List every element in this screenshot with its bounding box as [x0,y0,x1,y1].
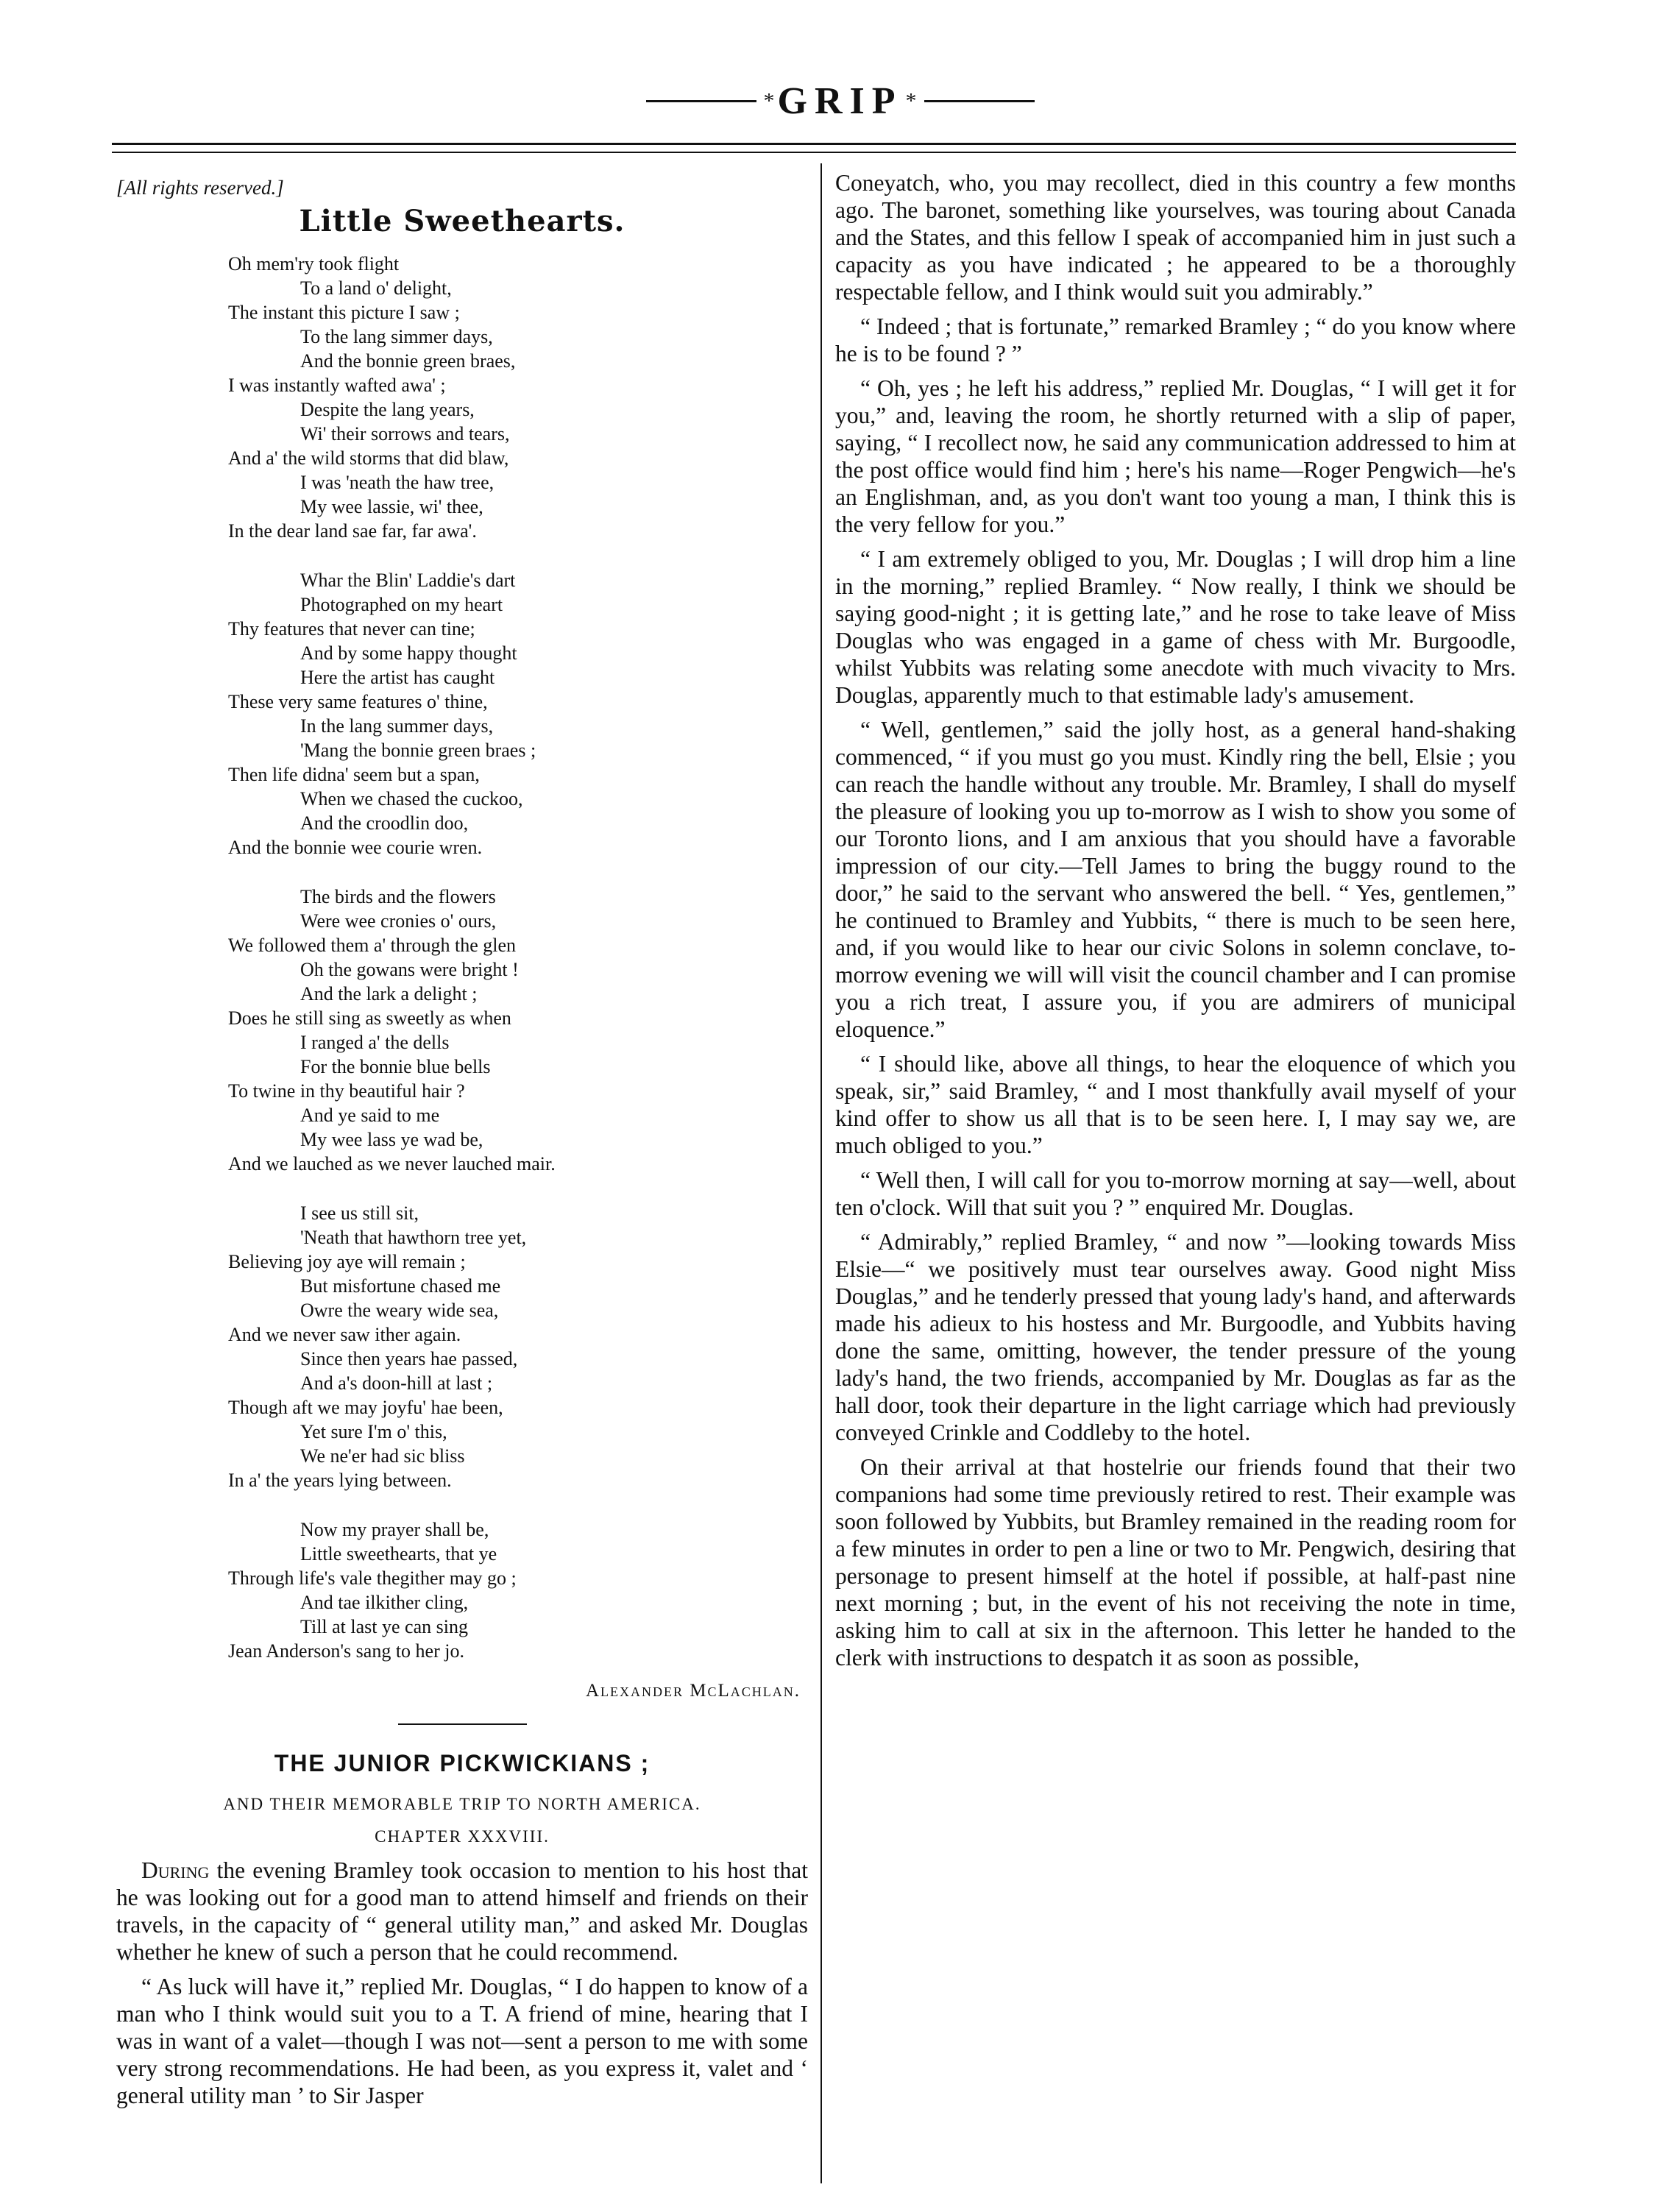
poem-line: In a' the years lying between. [228,1470,452,1491]
poem-line: Yet sure I'm o' this, [300,1421,447,1442]
masthead [0,79,1680,123]
poem-line: I was instantly wafted awa' ; [228,375,446,396]
story-paragraph: “ Admirably,” replied Bramley, “ and now ”—looking towards Miss Elsie—“ we positively must tear ourselves away. Good night Miss Douglas,” and he tenderly pressed that young lady's hand, and afterwards made his adieux to his hostess and Mr. Burgoodle, and Yubbits having done the same, omitting, however, the tender pressure of the young lady's hand, the two friends, accompanied by Mr. Douglas as far as the hall door, took their departure in the light carriage which had previously conveyed Crinkle and Coddleby to the hotel. [835,1229,1516,1445]
poem-line: To a land o' delight, [300,277,452,299]
story-paragraph [116,1857,808,1966]
poem-line: And the croodlin doo, [300,812,469,834]
poem-stanza [116,1517,808,1663]
poem-line: The birds and the flowers [300,886,496,907]
poem-line: I was 'neath the haw tree, [300,472,495,493]
chapter-heading: CHAPTER XXXVIII. [375,1827,550,1846]
story-text-right [835,169,1516,1671]
poem-line: Despite the lang years, [300,399,475,420]
story-paragraph [116,1973,808,2109]
poem-line: I ranged a' the dells [300,1032,450,1053]
poem-line: Does he still sing as sweetly as when [228,1007,511,1029]
story-text-left [116,1857,808,2109]
poem-line: And we never saw ither again. [228,1324,461,1345]
story-title: THE JUNIOR PICKWICKIANS ; [274,1750,651,1776]
poem-stanza [116,1201,808,1492]
poem-line: Thy features that never can tine; [228,618,475,639]
poem-line: I see us still sit, [300,1202,419,1224]
paragraph-lead-word: During [141,1857,210,1883]
header-rule [112,152,1516,153]
poem-line: Wi' their sorrows and tears, [300,423,510,444]
poem-line: Till at last ye can sing [300,1616,468,1637]
poem-stanza [116,252,808,543]
story-paragraph: “ I should like, above all things, to hear the eloquence of which you speak, sir,” said Bramley, “ and I most thankfully avail myself of your kind offer to show us all that is to be seen here. I, I may say we, are much obliged to you.” [835,1051,1516,1158]
poem-line: In the lang summer days, [300,715,494,737]
poem-line: Little sweethearts, that ye [300,1543,497,1565]
header-rule [112,143,1516,145]
poem-line: Photographed on my heart [300,594,503,615]
poem-line: And a's doon-hill at last ; [300,1372,493,1394]
right-column [835,169,1516,1679]
story-paragraph: “ Well, gentlemen,” said the jolly host, as a general hand-shaking commenced, “ if you must go you must. Kindly ring the bell, Elsie ; you can reach the handle without any trouble. Mr. Bramley, I shall do myself the pleasure of looking you up to-morrow as I wish to show you some of our Toronto lions, and I am anxious that you should have a favorable impression of our city.—Tell James to bring the buggy round to the door,” he said to the servant who answered the bell. “ Yes, gentlemen,” he continued to Bramley and Yubbits, “ there is much to be seen here, and, if you would like to hear our civic Solons in solemn conclave, to-morrow evening we will will visit the council chamber and I can promise you a rich treat, I assure you, if you are admirers of municipal eloquence.” [835,717,1516,1042]
poem-line: We followed them a' through the glen [228,935,517,956]
masthead-star-left: * [763,88,775,113]
story-paragraph: Coneyatch, who, you may recollect, died in this country a few months ago. The baronet, something like yourselves, was touring about Canada and the States, and this fellow I speak of accompanied him in just such a capacity as you have indicated ; he appeared to be a thoroughly respectable fellow, and I think would suit you admirably.” [835,170,1516,305]
poem-line: For the bonnie blue bells [300,1056,491,1077]
poem-line: These very same features o' thine, [228,691,488,712]
poem-line: To twine in thy beautiful hair ? [228,1080,465,1102]
poem-line: And the lark a delight ; [300,983,478,1004]
poem-stanza [116,568,808,860]
poem-line: And tae ilkither cling, [300,1592,469,1613]
poem-author: Alexander McLachlan. [585,1681,801,1701]
poem-line: Believing joy aye will remain ; [228,1251,466,1272]
poem-line: My wee lass ye wad be, [300,1129,483,1150]
poem-line: And ye said to me [300,1105,440,1126]
masthead-rule-left [646,100,756,102]
poem-line: Were wee cronies o' ours, [300,910,497,932]
poem-line: Jean Anderson's sang to her jo. [228,1640,464,1662]
poem-line: Owre the weary wide sea, [300,1300,499,1321]
story-paragraph: “ Well then, I will call for you to-morrow morning at say—well, about ten o'clock. Will that suit you ? ” enquired Mr. Douglas. [835,1167,1516,1220]
poem-line: And the bonnie green braes, [300,350,516,372]
poem-line: We ne'er had sic bliss [300,1445,465,1467]
poem-line: And by some happy thought [300,642,517,664]
story-paragraph: On their arrival at that hostelrie our friends found that their two companions had some time previously retired to rest. Their example was soon followed by Yubbits, but Bramley remained in the reading room for a few minutes in order to pen a line or two to Mr. Pengwich, desiring that personage to present himself at the hotel if possible, at half-past nine next morning ; but, in the event of his not receiving the note in time, asking him to call at six in the afternoon. This letter he handed to the clerk with instructions to despatch it as soon as possible, [835,1454,1516,1670]
column-divider [820,163,822,2183]
poem-line: 'Neath that hawthorn tree yet, [300,1227,527,1248]
masthead-star-right: * [905,88,917,113]
story-paragraph: “ I am extremely obliged to you, Mr. Douglas ; I will drop him a line in the morning,” replied Bramley. “ Now really, I think we should be saying good-night ; it is getting late,” and he rose to take leave of Miss Douglas who was engaged in a game of chess with Mr. Burgoodle, whilst Yubbits was relating some anecdote with much vivacity to Mrs. Douglas, apparently much to that estimable lady's amusement. [835,546,1516,708]
poem-stanza [116,885,808,1176]
story-subtitle: AND THEIR MEMORABLE TRIP TO NORTH AMERICA. [223,1795,701,1813]
poem-title: Little Sweethearts. [299,204,625,238]
poem-line: Here the artist has caught [300,667,495,688]
story-paragraph: “ Oh, yes ; he left his address,” replied Mr. Douglas, “ I will get it for you,” and, leaving the room, he shortly returned with a slip of paper, saying, “ I recollect now, he said any communication addressed to him at the post office would find him ; here's his name—Roger Pengwich—he's an Englishman, and, as you don't want too young a man, I think this is the very fellow for you.” [835,375,1516,537]
poem-line: In the dear land sae far, far awa'. [228,520,477,542]
story-paragraph: “ Indeed ; that is fortunate,” remarked Bramley ; “ do you know where he is to be found ? ” [835,313,1516,366]
left-column [116,177,808,2116]
poem-line: Whar the Blin' Laddie's dart [300,570,516,591]
masthead-rule-right [924,100,1035,102]
poem-line: Oh the gowans were bright ! [300,959,519,980]
poem-line: My wee lassie, wi' thee, [300,496,483,517]
rights-notice: [All rights reserved.] [116,177,284,199]
poem-line: Then life didna' seem but a span, [228,764,480,785]
poem-body [116,252,808,1663]
poem-line: Now my prayer shall be, [300,1519,489,1540]
poem-line: Though aft we may joyfu' hae been, [228,1397,503,1418]
poem-line: 'Mang the bonnie green braes ; [300,740,536,761]
poem-line: Through life's vale thegither may go ; [228,1567,517,1589]
section-divider [398,1723,527,1725]
poem-line: To the lang simmer days, [300,326,493,347]
poem-line: When we chased the cuckoo, [300,788,523,809]
poem-line: And we lauched as we never lauched mair. [228,1153,556,1174]
paragraph-text: “ As luck will have it,” replied Mr. Douglas, “ I do happen to know of a man who I think would suit you to a T. A friend of mine, hearing that I was in want of a valet—though I was not—sent a person to me with some very strong recommendations. He had been, as you express it, valet and ‘ general utility man ’ to Sir Jasper [116,1974,808,2108]
poem-line: Since then years hae passed, [300,1348,518,1369]
poem-line: Oh mem'ry took flight [228,253,400,274]
poem-line: But misfortune chased me [300,1275,501,1297]
masthead-title: GRIP [777,80,903,122]
poem-line: The instant this picture I saw ; [228,302,460,323]
paragraph-text: the evening Bramley took occasion to mention to his host that he was looking out for a good man to attend himself and friends on their travels, in the capacity of “ general utility man,” and asked Mr. Douglas whether he knew of such a person that he could recommend. [116,1857,808,1965]
poem-line: And a' the wild storms that did blaw, [228,447,509,469]
poem-line: And the bonnie wee courie wren. [228,837,483,858]
